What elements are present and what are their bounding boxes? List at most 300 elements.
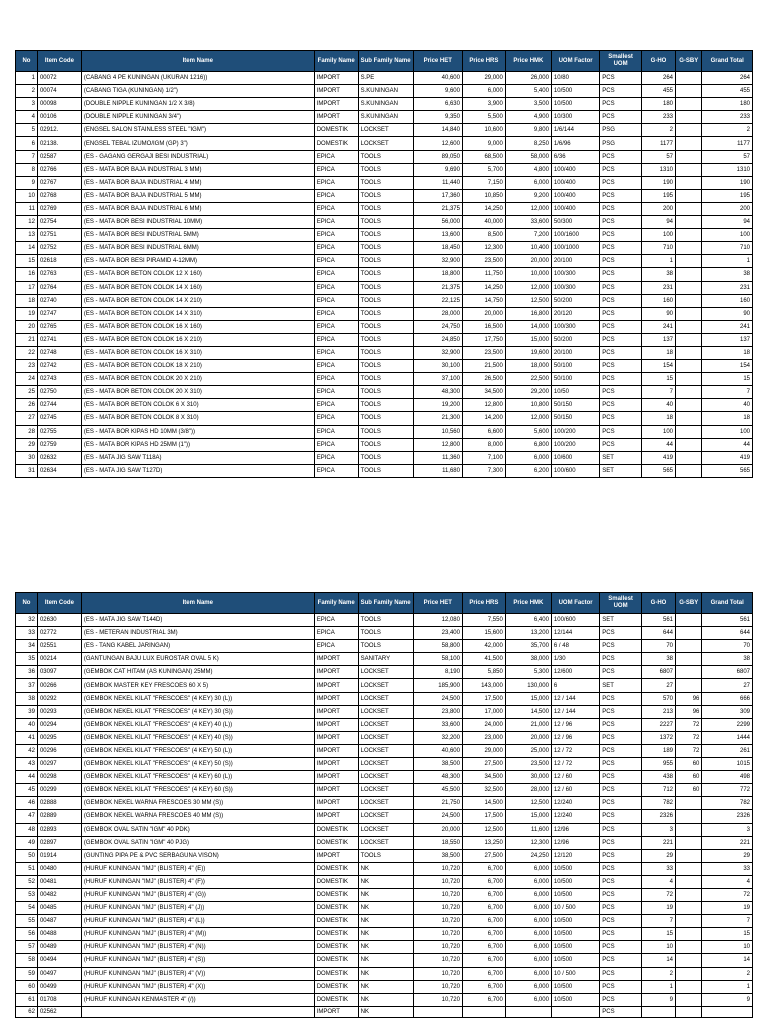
cell-family: DOMESTIK [314, 928, 358, 941]
header-item-code: Item Code [37, 51, 81, 72]
cell-price-hmk: 12,000 [505, 281, 551, 294]
cell-g-sby [676, 941, 702, 954]
cell-item-code: 02769 [37, 202, 81, 215]
cell-no: 28 [16, 425, 38, 438]
cell-g-ho: 154 [641, 360, 675, 373]
cell-item-name: (ES - MATA BOR BESI INDUSTRIAL 10MM) [81, 216, 314, 229]
cell-item-name: (CABANG TIGA (KUNINGAN) 1/2") [81, 85, 314, 98]
cell-sub-family: TOOLS [358, 627, 413, 640]
cell-uom-factor: 10/500 [551, 993, 599, 1006]
cell-family: IMPORT [314, 705, 358, 718]
cell-item-code: 02755 [37, 425, 81, 438]
cell-price-hrs: 14,750 [462, 294, 505, 307]
cell-uom-factor: 10 / 500 [551, 902, 599, 915]
cell-no: 22 [16, 346, 38, 359]
cell-grand-total: 29 [702, 849, 753, 862]
cell-item-code: 00482 [37, 888, 81, 901]
cell-no: 40 [16, 718, 38, 731]
cell-grand-total: 1177 [702, 137, 753, 150]
cell-g-sby [676, 333, 702, 346]
cell-price-hmk: 12,300 [505, 836, 551, 849]
cell-item-name: (ES - MATA BOR BESI INDUSTRIAL 6MM) [81, 242, 314, 255]
cell-no: 15 [16, 255, 38, 268]
cell-item-name: (GEMBOK NEKEL KILAT "FRESCOES" (4 KEY) 50 (L)) [81, 744, 314, 757]
cell-family: DOMESTIK [314, 124, 358, 137]
table-row [16, 438, 753, 451]
cell-smallest-uom: PCS [600, 163, 642, 176]
cell-sub-family: TOOLS [358, 255, 413, 268]
cell-grand-total: 72 [702, 888, 753, 901]
cell-g-ho: 70 [641, 640, 675, 653]
cell-price-hrs: 32,500 [462, 784, 505, 797]
cell-item-name: (GEMBOK NEKEL KILAT "FRESCOES" (4 KEY) 30 (L)) [81, 692, 314, 705]
header-sub-family-name: Sub Family Name [358, 593, 413, 614]
cell-smallest-uom: SET [600, 679, 642, 692]
cell-grand-total: 1 [702, 980, 753, 993]
table-row [16, 758, 753, 771]
cell-grand-total: 261 [702, 744, 753, 757]
cell-family: IMPORT [314, 111, 358, 124]
cell-price-hmk: 7,200 [505, 229, 551, 242]
cell-smallest-uom: PCS [600, 849, 642, 862]
cell-sub-family: LOCKSET [358, 836, 413, 849]
cell-uom-factor: 100/200 [551, 425, 599, 438]
header-item-name: Item Name [81, 51, 314, 72]
cell-uom-factor: 10/500 [551, 862, 599, 875]
table-row [16, 614, 753, 627]
cell-price-hrs: 6,700 [462, 902, 505, 915]
cell-item-code: 02765 [37, 320, 81, 333]
cell-item-name: (ES - MATA BOR BETON COLOK 14 X 210) [81, 294, 314, 307]
cell-item-code: 00489 [37, 941, 81, 954]
cell-price-hrs: 3,900 [462, 98, 505, 111]
cell-g-ho: 221 [641, 836, 675, 849]
cell-grand-total: 57 [702, 150, 753, 163]
cell-price-het: 48,300 [413, 771, 462, 784]
cell-item-name: (ENGSEL TEBAL IZUMO/IGM (GP) 3") [81, 137, 314, 150]
cell-price-hrs: 7,150 [462, 176, 505, 189]
cell-price-het: 18,800 [413, 268, 462, 281]
table-row [16, 771, 753, 784]
cell-price-hrs: 7,550 [462, 614, 505, 627]
cell-item-name: (GEMBOK NEKEL KILAT "FRESCOES" (4 KEY) 60 (S)) [81, 784, 314, 797]
cell-item-name: (ES - MATA BOR KIPAS HD 10MM (3/8")) [81, 425, 314, 438]
cell-g-ho: 955 [641, 758, 675, 771]
cell-grand-total: 15 [702, 373, 753, 386]
cell-price-hmk: 20,000 [505, 731, 551, 744]
cell-price-hmk: 9,200 [505, 189, 551, 202]
cell-sub-family: S.KUNINGAN [358, 98, 413, 111]
cell-smallest-uom: PCS [600, 954, 642, 967]
cell-sub-family: LOCKSET [358, 692, 413, 705]
cell-g-sby: 96 [676, 705, 702, 718]
cell-item-name: (ES - MATA BOR BETON COLOK 20 X 310) [81, 386, 314, 399]
cell-price-hrs: 7,100 [462, 451, 505, 464]
cell-smallest-uom: PCS [600, 980, 642, 993]
cell-no: 58 [16, 954, 38, 967]
cell-smallest-uom: PCS [600, 784, 642, 797]
cell-family: EPICA [314, 294, 358, 307]
cell-grand-total: 137 [702, 333, 753, 346]
cell-uom-factor: 6 [551, 679, 599, 692]
table-body-2 [16, 614, 753, 1018]
header-price-hmk: Price HMK [505, 51, 551, 72]
cell-sub-family: TOOLS [358, 307, 413, 320]
cell-item-name: (HURUF KUNINGAN "IMJ" (BLISTER) 4" (E)) [81, 862, 314, 875]
cell-price-het: 12,080 [413, 614, 462, 627]
cell-g-ho: 29 [641, 849, 675, 862]
cell-price-hrs: 12,800 [462, 399, 505, 412]
cell-price-hmk: 6,800 [505, 438, 551, 451]
cell-uom-factor: 12/240 [551, 797, 599, 810]
cell-price-hmk: 29,200 [505, 386, 551, 399]
cell-price-het: 9,690 [413, 163, 462, 176]
cell-g-ho: 241 [641, 320, 675, 333]
table-body-1 [16, 72, 753, 478]
cell-grand-total: 772 [702, 784, 753, 797]
cell-no: 21 [16, 333, 38, 346]
cell-item-name: (ES - MATA BOR BETON COLOK 16 X 160) [81, 320, 314, 333]
cell-smallest-uom: PCS [600, 150, 642, 163]
cell-price-het: 89,050 [413, 150, 462, 163]
table-row [16, 320, 753, 333]
cell-g-sby [676, 98, 702, 111]
cell-g-ho: 1 [641, 980, 675, 993]
cell-no: 11 [16, 202, 38, 215]
cell-price-hrs: 6,700 [462, 967, 505, 980]
cell-no: 14 [16, 242, 38, 255]
cell-family: EPICA [314, 189, 358, 202]
cell-price-het: 24,750 [413, 320, 462, 333]
cell-sub-family: TOOLS [358, 464, 413, 477]
cell-family: IMPORT [314, 72, 358, 85]
cell-grand-total: 2 [702, 124, 753, 137]
cell-item-name: (CABANG 4 PE KUNINGAN (UKURAN 1216)) [81, 72, 314, 85]
cell-family: EPICA [314, 150, 358, 163]
cell-grand-total: 6807 [702, 666, 753, 679]
cell-sub-family: TOOLS [358, 640, 413, 653]
cell-price-het: 13,600 [413, 229, 462, 242]
cell-uom-factor: 12 / 96 [551, 731, 599, 744]
cell-price-hmk: 10,400 [505, 242, 551, 255]
cell-grand-total: 10 [702, 941, 753, 954]
cell-g-sby [676, 412, 702, 425]
cell-sub-family: LOCKSET [358, 823, 413, 836]
cell-price-hrs: 34,500 [462, 386, 505, 399]
cell-item-code: 00098 [37, 98, 81, 111]
table-row [16, 980, 753, 993]
cell-g-ho: 90 [641, 307, 675, 320]
cell-family: DOMESTIK [314, 967, 358, 980]
cell-g-sby [676, 72, 702, 85]
cell-sub-family: LOCKSET [358, 679, 413, 692]
cell-price-hmk: 8,250 [505, 137, 551, 150]
cell-no: 33 [16, 627, 38, 640]
cell-smallest-uom: PCS [600, 346, 642, 359]
cell-no: 54 [16, 902, 38, 915]
cell-grand-total: 241 [702, 320, 753, 333]
table-row [16, 124, 753, 137]
cell-sub-family: TOOLS [358, 373, 413, 386]
cell-sub-family: LOCKSET [358, 758, 413, 771]
cell-smallest-uom: PCS [600, 758, 642, 771]
cell-uom-factor: 10/500 [551, 928, 599, 941]
cell-g-sby [676, 373, 702, 386]
cell-uom-factor: 100/200 [551, 438, 599, 451]
cell-family: EPICA [314, 614, 358, 627]
cell-g-ho: 33 [641, 862, 675, 875]
cell-item-name: (ES - MATA JIG SAW T144D) [81, 614, 314, 627]
cell-item-code: 01708 [37, 993, 81, 1006]
cell-g-ho: 189 [641, 744, 675, 757]
cell-price-hrs: 6,700 [462, 875, 505, 888]
cell-no: 30 [16, 451, 38, 464]
cell-price-het: 21,750 [413, 797, 462, 810]
cell-sub-family: TOOLS [358, 176, 413, 189]
cell-price-hrs: 6,700 [462, 862, 505, 875]
cell-price-hrs: 6,700 [462, 941, 505, 954]
cell-item-name: (DOUBLE NIPPLE KUNINGAN 1/2 X 3/8) [81, 98, 314, 111]
cell-price-hrs: 143,000 [462, 679, 505, 692]
cell-item-code: 02741 [37, 333, 81, 346]
cell-family: IMPORT [314, 653, 358, 666]
cell-price-hrs: 23,500 [462, 346, 505, 359]
cell-sub-family: LOCKSET [358, 137, 413, 150]
cell-no: 42 [16, 744, 38, 757]
cell-price-het: 11,440 [413, 176, 462, 189]
cell-item-code: 00266 [37, 679, 81, 692]
cell-price-hmk: 30,000 [505, 771, 551, 784]
cell-price-het: 10,560 [413, 425, 462, 438]
cell-price-het: 12,600 [413, 137, 462, 150]
cell-grand-total: 100 [702, 229, 753, 242]
table-row [16, 718, 753, 731]
cell-sub-family: TOOLS [358, 163, 413, 176]
cell-price-het: 33,600 [413, 718, 462, 731]
cell-price-het: 58,800 [413, 640, 462, 653]
cell-uom-factor: 1/6/144 [551, 124, 599, 137]
cell-item-name [81, 1006, 314, 1017]
cell-price-het: 11,360 [413, 451, 462, 464]
cell-smallest-uom: PCS [600, 202, 642, 215]
cell-family: IMPORT [314, 797, 358, 810]
cell-smallest-uom: SET [600, 464, 642, 477]
cell-g-sby [676, 836, 702, 849]
cell-grand-total: 644 [702, 627, 753, 640]
cell-price-hrs: 29,000 [462, 744, 505, 757]
cell-sub-family: NK [358, 967, 413, 980]
cell-item-name: (ES - MATA BOR BAJA INDUSTRIAL 5 MM) [81, 189, 314, 202]
cell-item-name: (HURUF KUNINGAN "IMJ" (BLISTER) 4" (N)) [81, 941, 314, 954]
cell-item-code: 02897 [37, 836, 81, 849]
cell-sub-family: TOOLS [358, 849, 413, 862]
cell-item-name: (ES - MATA BOR BETON COLOK 14 X 310) [81, 307, 314, 320]
cell-uom-factor: 10/500 [551, 888, 599, 901]
cell-price-hmk: 16,800 [505, 307, 551, 320]
cell-smallest-uom: PCS [600, 666, 642, 679]
cell-price-hmk: 11,600 [505, 823, 551, 836]
cell-price-hmk: 6,000 [505, 941, 551, 954]
cell-family: DOMESTIK [314, 836, 358, 849]
cell-price-hrs: 15,600 [462, 627, 505, 640]
cell-family: EPICA [314, 425, 358, 438]
cell-uom-factor: 50/300 [551, 216, 599, 229]
cell-price-hmk: 18,000 [505, 360, 551, 373]
cell-no: 48 [16, 823, 38, 836]
cell-price-het: 22,125 [413, 294, 462, 307]
table-row [16, 98, 753, 111]
cell-uom-factor: 100/400 [551, 176, 599, 189]
cell-price-hrs: 10,850 [462, 189, 505, 202]
cell-sub-family: LOCKSET [358, 810, 413, 823]
cell-g-sby [676, 823, 702, 836]
cell-price-hmk: 26,000 [505, 72, 551, 85]
table-row [16, 744, 753, 757]
cell-uom-factor: 50/200 [551, 333, 599, 346]
cell-no: 18 [16, 294, 38, 307]
cell-family: IMPORT [314, 731, 358, 744]
cell-smallest-uom: SET [600, 451, 642, 464]
cell-price-het: 12,800 [413, 438, 462, 451]
header-family-name: Family Name [314, 51, 358, 72]
cell-item-code: 00299 [37, 784, 81, 797]
cell-no: 20 [16, 320, 38, 333]
cell-smallest-uom: PSG [600, 137, 642, 150]
cell-smallest-uom: PCS [600, 216, 642, 229]
cell-g-ho: 644 [641, 627, 675, 640]
table-row [16, 954, 753, 967]
cell-uom-factor: 10/500 [551, 954, 599, 967]
cell-smallest-uom: PSG [600, 124, 642, 137]
cell-price-hrs: 23,500 [462, 255, 505, 268]
cell-family: IMPORT [314, 98, 358, 111]
cell-item-code: 02759 [37, 438, 81, 451]
cell-price-het: 10,720 [413, 902, 462, 915]
cell-smallest-uom: PCS [600, 640, 642, 653]
cell-sub-family: S.KUNINGAN [358, 111, 413, 124]
cell-smallest-uom: PCS [600, 189, 642, 202]
cell-smallest-uom: PCS [600, 176, 642, 189]
cell-price-hmk: 6,000 [505, 888, 551, 901]
cell-sub-family: TOOLS [358, 294, 413, 307]
table-row [16, 333, 753, 346]
cell-g-ho: 10 [641, 941, 675, 954]
cell-family: DOMESTIK [314, 954, 358, 967]
cell-price-hrs: 14,250 [462, 281, 505, 294]
cell-smallest-uom: PCS [600, 902, 642, 915]
cell-grand-total: 7 [702, 915, 753, 928]
cell-price-hrs: 11,750 [462, 268, 505, 281]
cell-uom-factor: 12 / 72 [551, 758, 599, 771]
cell-g-ho: 18 [641, 412, 675, 425]
cell-family: EPICA [314, 373, 358, 386]
cell-item-name: (HURUF KUNINGAN "IMJ" (BLISTER) 4" (F)) [81, 875, 314, 888]
cell-g-sby [676, 797, 702, 810]
cell-no: 61 [16, 993, 38, 1006]
table-row [16, 307, 753, 320]
table-row [16, 967, 753, 980]
table-row [16, 229, 753, 242]
cell-price-het: 21,300 [413, 412, 462, 425]
table-row [16, 85, 753, 98]
table-row [16, 111, 753, 124]
cell-no: 12 [16, 216, 38, 229]
cell-smallest-uom: PCS [600, 268, 642, 281]
cell-smallest-uom: PCS [600, 836, 642, 849]
cell-sub-family: SANITARY [358, 653, 413, 666]
cell-g-sby [676, 137, 702, 150]
cell-smallest-uom: PCS [600, 229, 642, 242]
cell-g-sby [676, 666, 702, 679]
cell-g-sby [676, 386, 702, 399]
cell-uom-factor [551, 1006, 599, 1017]
table-row [16, 425, 753, 438]
cell-sub-family: TOOLS [358, 150, 413, 163]
cell-uom-factor: 1/30 [551, 653, 599, 666]
cell-uom-factor: 10/500 [551, 875, 599, 888]
cell-smallest-uom: PCS [600, 255, 642, 268]
cell-price-hrs: 8,500 [462, 229, 505, 242]
cell-price-hmk: 12,000 [505, 412, 551, 425]
cell-price-hrs: 27,500 [462, 849, 505, 862]
cell-price-hrs: 6,700 [462, 954, 505, 967]
cell-uom-factor: 10/500 [551, 85, 599, 98]
cell-item-name: (HURUF KUNINGAN "IMJ" (BLISTER) 4" (X)) [81, 980, 314, 993]
cell-smallest-uom: PCS [600, 888, 642, 901]
cell-price-hrs: 13,250 [462, 836, 505, 849]
cell-family: DOMESTIK [314, 902, 358, 915]
table-row [16, 202, 753, 215]
cell-price-hmk: 6,000 [505, 980, 551, 993]
cell-sub-family: NK [358, 941, 413, 954]
cell-grand-total: 4 [702, 875, 753, 888]
header-row [16, 593, 753, 614]
cell-uom-factor: 10/500 [551, 941, 599, 954]
cell-family: DOMESTIK [314, 862, 358, 875]
cell-g-ho: 2227 [641, 718, 675, 731]
cell-price-hrs: 21,500 [462, 360, 505, 373]
cell-item-code: 00106 [37, 111, 81, 124]
cell-uom-factor: 10/50 [551, 386, 599, 399]
cell-item-name: (ES - MATA BOR BETON COLOK 16 X 210) [81, 333, 314, 346]
cell-price-hmk: 24,250 [505, 849, 551, 862]
cell-g-ho: 419 [641, 451, 675, 464]
cell-price-het: 40,600 [413, 744, 462, 757]
table-row [16, 875, 753, 888]
cell-grand-total: 200 [702, 202, 753, 215]
cell-item-name: (GEMBOK NEKEL KILAT "FRESCOES" (4 KEY) 50 (S)) [81, 758, 314, 771]
cell-uom-factor: 100/300 [551, 268, 599, 281]
cell-item-name: (HURUF KUNINGAN "IMJ" (BLISTER) 4" (M)) [81, 928, 314, 941]
header-g-sby: G-SBY [676, 593, 702, 614]
cell-family: IMPORT [314, 784, 358, 797]
cell-family: EPICA [314, 216, 358, 229]
cell-no: 60 [16, 980, 38, 993]
cell-g-sby [676, 124, 702, 137]
table-row [16, 888, 753, 901]
cell-price-het: 6,630 [413, 98, 462, 111]
cell-family: EPICA [314, 176, 358, 189]
cell-item-code: 02562 [37, 1006, 81, 1017]
cell-price-hmk: 25,000 [505, 744, 551, 757]
cell-item-name: (GEMBOK CAT HITAM (AS KUNINGAN) 25MM) [81, 666, 314, 679]
cell-smallest-uom: PCS [600, 810, 642, 823]
cell-smallest-uom: PCS [600, 333, 642, 346]
cell-item-name: (GEMBOK OVAL SATIN "IGM" 40 PJG) [81, 836, 314, 849]
cell-item-code: 02630 [37, 614, 81, 627]
cell-sub-family: S.KUNINGAN [358, 85, 413, 98]
cell-g-ho [641, 1006, 675, 1017]
